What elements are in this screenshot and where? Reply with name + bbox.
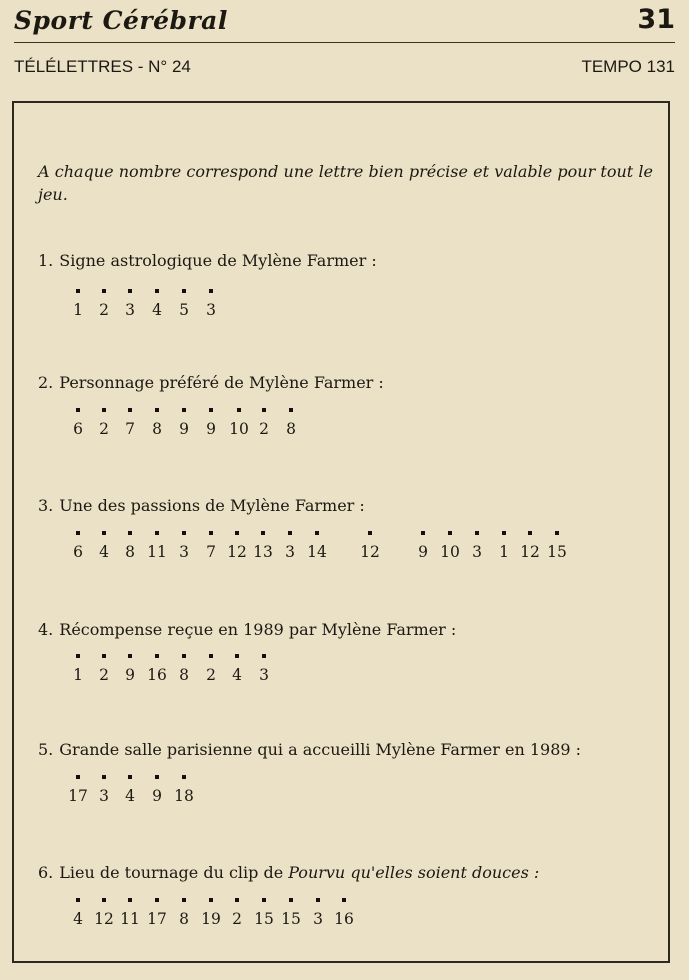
question-text: Récompense reçue en 1989 par Mylène Farmer : [59, 620, 457, 639]
question-5 [38, 740, 658, 760]
letter-slot-dot [421, 531, 425, 535]
letter-slot-dot [316, 898, 320, 902]
letter-cell [329, 898, 359, 938]
letter-cell [142, 775, 172, 815]
code-row-5 [0, 775, 689, 815]
letter-code-number: 15 [254, 910, 274, 928]
letter-code-number: 17 [147, 910, 167, 928]
letter-cell [142, 898, 172, 938]
letter-slot-dot [128, 775, 132, 779]
letter-slot-dot [182, 531, 186, 535]
letter-slot-dot [128, 531, 132, 535]
letter-slot-dot [289, 898, 293, 902]
question-text: Grande salle parisienne qui a accueilli Mylène Farmer en 1989 : [59, 740, 582, 759]
letter-code-number: 12 [520, 543, 540, 561]
letter-code-number: 2 [99, 666, 109, 684]
letter-code-number: 2 [232, 910, 242, 928]
letter-cell [115, 531, 145, 571]
letter-cell [222, 654, 252, 694]
letter-cell [515, 531, 545, 571]
letter-slot-dot [528, 531, 532, 535]
letter-code-number: 6 [73, 543, 83, 561]
letter-slot-dot [289, 408, 293, 412]
letter-slot-dot [502, 531, 506, 535]
letter-slot-dot [128, 289, 132, 293]
letter-cell [169, 775, 199, 815]
letter-slot-dot [102, 898, 106, 902]
letter-code-number: 3 [313, 910, 323, 928]
letter-code-number: 9 [179, 420, 189, 438]
puzzle-title: TÉLÉLETTRES - N° 24 [14, 57, 191, 76]
question-2 [38, 373, 658, 393]
letter-code-number: 8 [286, 420, 296, 438]
letter-slot-dot [182, 775, 186, 779]
letter-code-number: 8 [125, 543, 135, 561]
puzzle-header [14, 57, 675, 81]
puzzle-tempo: TEMPO 131 [581, 57, 675, 76]
letter-code-number: 3 [179, 543, 189, 561]
letter-slot-dot [102, 531, 106, 535]
letter-code-number: 12 [360, 543, 380, 561]
question-number: 6. [38, 863, 54, 882]
letter-cell [169, 408, 199, 448]
letter-cell [222, 898, 252, 938]
letter-code-number: 11 [120, 910, 140, 928]
question-text: Une des passions de Mylène Farmer : [59, 496, 365, 515]
letter-cell [276, 898, 306, 938]
letter-code-number: 10 [440, 543, 460, 561]
letter-code-number: 1 [73, 301, 83, 319]
letter-code-number: 11 [147, 543, 167, 561]
letter-code-number: 3 [259, 666, 269, 684]
letter-slot-dot [102, 289, 106, 293]
letter-code-number: 14 [307, 543, 327, 561]
letter-slot-dot [182, 654, 186, 658]
letter-cell [142, 289, 172, 329]
letter-cell [169, 531, 199, 571]
letter-cell [302, 531, 332, 571]
letter-code-number: 4 [73, 910, 83, 928]
letter-code-number: 5 [179, 301, 189, 319]
letter-slot-dot [102, 654, 106, 658]
letter-code-number: 2 [259, 420, 269, 438]
letter-code-number: 18 [174, 787, 194, 805]
letter-slot-dot [235, 898, 239, 902]
letter-code-number: 19 [201, 910, 221, 928]
letter-code-number: 12 [94, 910, 114, 928]
letter-slot-dot [262, 408, 266, 412]
letter-cell [248, 531, 278, 571]
letter-cell [196, 289, 226, 329]
letter-slot-dot [128, 408, 132, 412]
letter-code-number: 2 [99, 301, 109, 319]
question-text: Personnage préféré de Mylène Farmer : [59, 373, 384, 392]
letter-slot-dot [209, 408, 213, 412]
letter-slot-dot [182, 289, 186, 293]
letter-code-number: 3 [206, 301, 216, 319]
letter-slot-dot [182, 408, 186, 412]
question-number: 3. [38, 496, 54, 515]
letter-slot-dot [235, 531, 239, 535]
letter-slot-dot [288, 531, 292, 535]
letter-code-number: 10 [229, 420, 249, 438]
letter-slot-dot [368, 531, 372, 535]
letter-code-number: 8 [179, 910, 189, 928]
letter-cell [115, 289, 145, 329]
letter-slot-dot [209, 531, 213, 535]
letter-cell [115, 775, 145, 815]
letter-code-number: 1 [499, 543, 509, 561]
letter-cell [408, 531, 438, 571]
page-number: 31 [637, 4, 675, 35]
letter-code-number: 4 [232, 666, 242, 684]
letter-slot-dot [209, 898, 213, 902]
letter-code-number: 9 [206, 420, 216, 438]
letter-slot-dot [76, 654, 80, 658]
letter-slot-dot [475, 531, 479, 535]
letter-slot-dot [128, 898, 132, 902]
letter-slot-dot [342, 898, 346, 902]
letter-code-number: 4 [152, 301, 162, 319]
letter-cell [169, 654, 199, 694]
letter-cell [276, 408, 306, 448]
letter-cell [115, 654, 145, 694]
letter-code-number: 12 [227, 543, 247, 561]
letter-slot-dot [261, 531, 265, 535]
code-row-3 [0, 531, 689, 571]
letter-cell [196, 408, 226, 448]
code-row-4 [0, 654, 689, 694]
letter-slot-dot [155, 531, 159, 535]
letter-cell [142, 531, 172, 571]
letter-cell [435, 531, 465, 571]
letter-code-number: 3 [472, 543, 482, 561]
letter-slot-dot [235, 654, 239, 658]
letter-code-number: 1 [73, 666, 83, 684]
question-number: 4. [38, 620, 54, 639]
letter-slot-dot [76, 898, 80, 902]
letter-code-number: 15 [547, 543, 567, 561]
letter-code-number: 13 [253, 543, 273, 561]
letter-code-number: 9 [125, 666, 135, 684]
letter-slot-dot [182, 898, 186, 902]
letter-cell [115, 408, 145, 448]
letter-cell [275, 531, 305, 571]
question-number: 1. [38, 251, 54, 270]
letter-code-number: 17 [68, 787, 88, 805]
letter-code-number: 9 [152, 787, 162, 805]
letter-slot-dot [76, 408, 80, 412]
letter-slot-dot [102, 408, 106, 412]
letter-code-number: 16 [334, 910, 354, 928]
letter-slot-dot [102, 775, 106, 779]
letter-slot-dot [155, 898, 159, 902]
letter-code-number: 15 [281, 910, 301, 928]
page-header [14, 4, 675, 43]
letter-slot-dot [555, 531, 559, 535]
magazine-title: Sport Cérébral [14, 6, 228, 35]
letter-slot-dot [76, 289, 80, 293]
question-text: Lieu de tournage du clip de [59, 863, 284, 882]
letter-cell [462, 531, 492, 571]
clip-title: Pourvu qu'elles soient douces : [288, 863, 540, 882]
letter-code-number: 4 [125, 787, 135, 805]
letter-slot-dot [262, 898, 266, 902]
letter-code-number: 3 [99, 787, 109, 805]
question-4 [38, 620, 658, 640]
letter-cell [249, 408, 279, 448]
letter-cell [142, 654, 172, 694]
letter-cell [169, 289, 199, 329]
question-1 [38, 251, 658, 271]
letter-slot-dot [155, 408, 159, 412]
letter-code-number: 3 [125, 301, 135, 319]
letter-cell [169, 898, 199, 938]
code-row-6 [0, 898, 689, 938]
letter-slot-dot [209, 654, 213, 658]
letter-slot-dot [155, 654, 159, 658]
letter-cell [115, 898, 145, 938]
question-number: 5. [38, 740, 54, 759]
instructions: A chaque nombre correspond une lettre bien précise et valable pour tout le jeu. [38, 162, 653, 204]
letter-slot-dot [76, 775, 80, 779]
letter-code-number: 2 [99, 420, 109, 438]
code-row-2 [0, 408, 689, 448]
letter-cell [542, 531, 572, 571]
letter-cell [355, 531, 385, 571]
letter-slot-dot [128, 654, 132, 658]
question-text: Signe astrologique de Mylène Farmer : [59, 251, 377, 270]
letter-code-number: 6 [73, 420, 83, 438]
letter-slot-dot [155, 775, 159, 779]
letter-slot-dot [237, 408, 241, 412]
letter-cell [142, 408, 172, 448]
letter-code-number: 9 [418, 543, 428, 561]
code-row-1 [0, 289, 689, 329]
letter-code-number: 4 [99, 543, 109, 561]
letter-code-number: 16 [147, 666, 167, 684]
letter-slot-dot [76, 531, 80, 535]
letter-cell [249, 898, 279, 938]
letter-slot-dot [448, 531, 452, 535]
question-3 [38, 496, 658, 516]
question-number: 2. [38, 373, 54, 392]
letter-code-number: 8 [179, 666, 189, 684]
letter-slot-dot [209, 289, 213, 293]
letter-code-number: 7 [125, 420, 135, 438]
letter-code-number: 2 [206, 666, 216, 684]
letter-code-number: 7 [206, 543, 216, 561]
question-6 [38, 863, 658, 883]
letter-slot-dot [315, 531, 319, 535]
letter-cell [249, 654, 279, 694]
letter-slot-dot [262, 654, 266, 658]
letter-code-number: 3 [285, 543, 295, 561]
letter-slot-dot [155, 289, 159, 293]
letter-code-number: 8 [152, 420, 162, 438]
